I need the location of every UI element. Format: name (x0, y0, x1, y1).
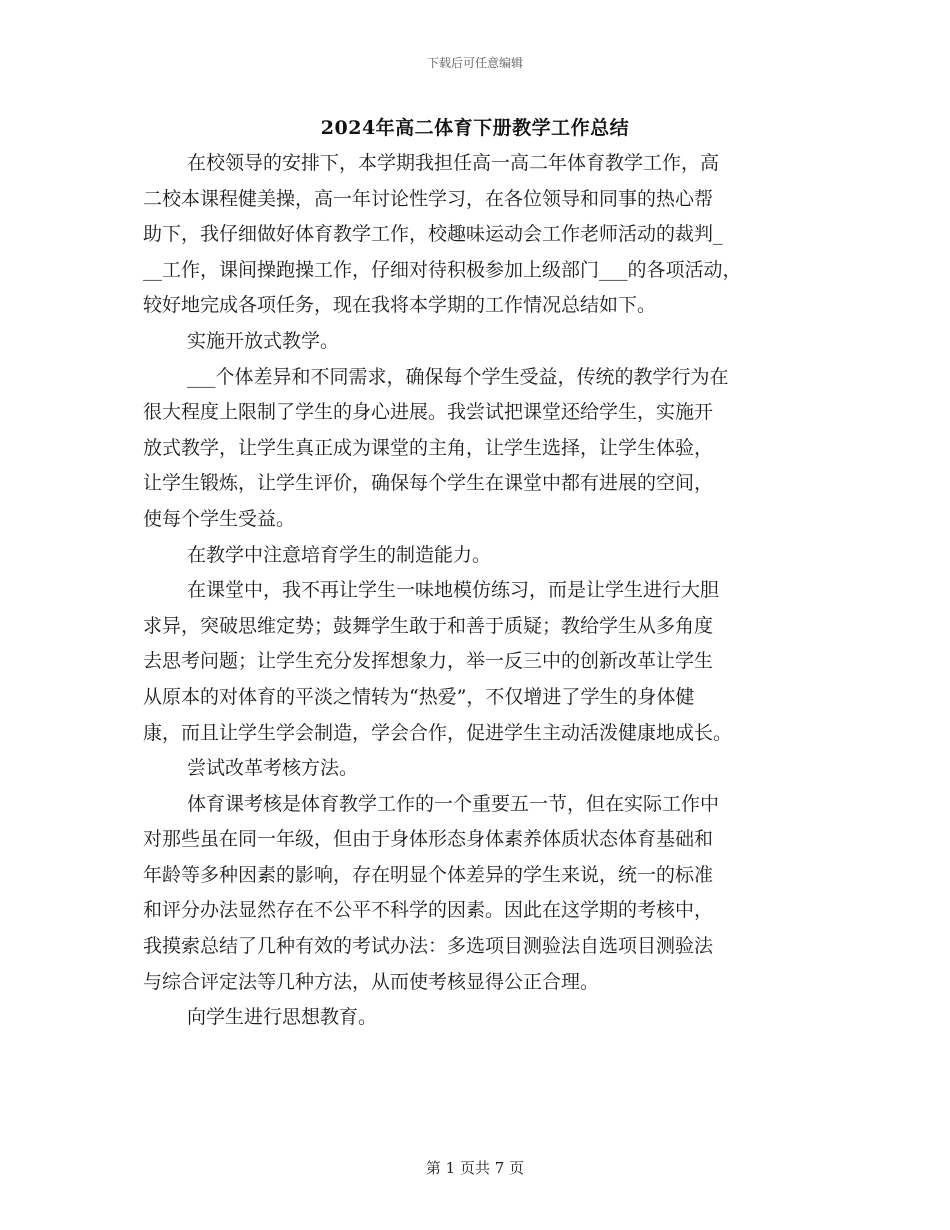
text-line: 在校领导的安排下，本学期我担任高一高二年体育教学工作，高 (187, 152, 720, 174)
text-line: 让学生锻炼，让学生评价，确保每个学生在课堂中都有进展的空间， (143, 472, 714, 495)
text-line: 求异，突破思维定势；鼓舞学生敢于和善于质疑；教给学生从多角度 (143, 614, 714, 637)
text-line: ___个体差异和不同需求，确保每个学生受益，传统的教学行为在 (187, 365, 729, 388)
text-line: 与综合评定法等几种方法，从而使考核显得公正合理。 (143, 970, 600, 993)
page-header-note: 下载后可任意编辑 (426, 56, 523, 70)
document-title: 2024年高二体育下册教学工作总结 (320, 117, 630, 139)
text-line: 对那些虽在同一年级，但由于身体形态身体素养体质状态体育基础和 (143, 828, 714, 851)
text-line: 我摸索总结了几种有效的考试办法：多选项目测验法自选项目测验法 (143, 935, 714, 958)
text-line: 较好地完成各项任务，现在我将本学期的工作情况总结如下。 (143, 294, 657, 317)
section-heading: 尝试改革考核方法。 (187, 757, 359, 780)
text-line: 和评分办法显然存在不公平不科学的因素。因此在这学期的考核中， (143, 899, 714, 922)
text-line: 使每个学生受益。 (143, 507, 296, 530)
text-line: 康，而且让学生学会制造，学会合作，促进学生主动活泼健康地成长。 (143, 721, 733, 744)
section-heading: 在教学中注意培育学生的制造能力。 (187, 543, 492, 566)
document-body (143, 146, 815, 1036)
text-line: 体育课考核是体育教学工作的一个重要五一节，但在实际工作中 (187, 792, 720, 815)
text-line: 二校本课程健美操，高一年讨论性学习，在各位领导和同事的热心帮 (143, 187, 714, 210)
text-line: 年龄等多种因素的影响，存在明显个体差异的学生来说，统一的标准 (143, 863, 714, 886)
text-line: 去思考问题；让学生充分发挥想象力，举一反三中的创新改革让学生 (143, 650, 714, 673)
page-number: 第 1 页共 7 页 (425, 1159, 525, 1177)
text-line: 从原本的对体育的平淡之情转为“热爱”，不仅增进了学生的身体健 (143, 685, 695, 708)
section-heading: 向学生进行思想教育。 (187, 1006, 378, 1029)
text-line: 放式教学，让学生真正成为课堂的主角，让学生选择，让学生体验， (143, 436, 714, 459)
text-line: 在课堂中，我不再让学生一味地模仿练习，而是让学生进行大胆 (187, 579, 720, 602)
text-line: __工作，课间操跑操工作，仔细对待积极参加上级部门___的各项活动， (143, 258, 742, 281)
text-line: 很大程度上限制了学生的身心进展。我尝试把课堂还给学生，实施开 (143, 401, 714, 424)
text-line: 助下，我仔细做好体育教学工作，校趣味运动会工作老师活动的裁判_ (143, 223, 723, 246)
section-heading: 实施开放式教学。 (187, 329, 340, 352)
